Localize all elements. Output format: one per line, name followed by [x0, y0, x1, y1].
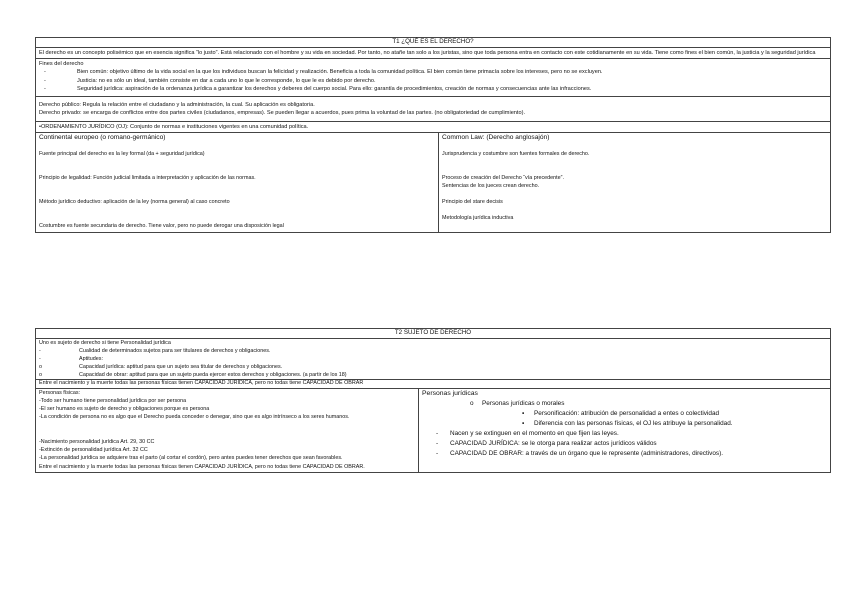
derecho-publico: Derecho público: Regula la relación entre el ciudadano y la administración, la cual. Su aplicación es obligatoria.: [39, 102, 315, 109]
t2-nacimiento-muerte: Entre el nacimiento y la muerte todas las personas físicas tienen CAPACIDAD JURÍDICA, pero no todas tiene CAPACIDAD DE OBRAR: [36, 379, 830, 388]
personas-fisicas-column: [36, 389, 418, 472]
common-law-item-stare-decisis: Principio del stare decisis: [442, 199, 503, 206]
t2-line-capacidad-obrar: o Capacidad de obrar: aptitud para que un sujeto pueda ejercer estos derechos y obligaciones. (a partir de los 18): [39, 372, 347, 378]
t2-intro-block: [36, 338, 830, 379]
t2-line-sujeto: Uno es sujeto de derecho si tiene Personalidad jurídica: [39, 340, 171, 346]
common-law-item-jurisprudencia: Jurisprudencia y costumbre son fuentes formales de derecho.: [442, 150, 590, 157]
pj-capacidad-juridica: - CAPACIDAD JURÍDICA: se le otorga para realizar actos jurídicos válidos: [436, 439, 657, 447]
t1-intro: El derecho es un concepto polisémico que en esencia significa “lo justo”. Está relacionado con el hombre y su vida en sociedad. Por tanto, no atañe tan solo a los juristas, sino que toda persona entra en contacto con este cotidianamente en su vida. Tiene como fines el bien común, la justicia y la seguridad jurídica: [36, 47, 830, 58]
continental-item-deductivo: Método jurídico deductivo: aplicación de la ley (norma general) al caso concreto: [39, 199, 230, 206]
continental-column: [36, 133, 438, 233]
pf-item-sujeto: -El ser humano es sujeto de derecho y obligaciones porque es persona: [39, 406, 210, 413]
fines-item-justicia: - Justicia: no es sólo un ideal, también consiste en dar a cada uno lo que le corresponde, lo que le es debido por derecho.: [42, 77, 827, 85]
fines-title: Fines del derecho: [39, 61, 84, 68]
continental-title: Continental europeo (o romano-germánico): [39, 133, 166, 141]
personas-juridicas-column: [418, 389, 830, 472]
t1-table: [35, 37, 831, 233]
t1-two-columns: [36, 132, 830, 233]
fines-item-bien-comun: - Bien común: objetivo último de la vida social en la que los individuos buscan la felicidad y realización. Beneficia a toda la comunidad política. El bien común tiene primacía sobre los intereses, pero no se excluyen.: [42, 68, 827, 76]
t2-line-aptitudes: - Aptitudes:: [39, 356, 103, 362]
fines-list: [39, 68, 827, 93]
pf-item-nacimiento: -Nacimiento personalidad jurídica Art. 29, 30 CC: [39, 438, 155, 445]
continental-item-costumbre: Costumbre es fuente secundaria de derecho. Tiene valor, pero no puede derogar una disposición legal: [39, 223, 284, 230]
common-law-title: Common Law: (Derecho anglosajón): [442, 133, 550, 141]
pf-item-personalidad: -Todo ser humano tiene personalidad jurídica por ser persona: [39, 397, 187, 404]
pf-item-condicion: -La condición de persona no es algo que el Derecho pueda conceder o denegar, sino que es algo intrínseco a los seres humanos.: [39, 414, 350, 421]
ordenamiento-juridico: •ORDENAMIENTO JURÍDICO (OJ): Conjunto de normas e instituciones vigentes en una comunidad política.: [36, 121, 830, 131]
pf-item-capacidades: Entre el nacimiento y la muerte todas las personas físicas tienen CAPACIDAD JURÍDICA, pero no todas tiene CAPACIDAD DE OBRAR.: [39, 463, 365, 470]
continental-item-legalidad: Principio de legalidad: Función judicial limitada a interpretación y aplicación de las normas.: [39, 174, 256, 181]
personas-fisicas-title: Personas físicas:: [39, 389, 81, 396]
continental-item-ley: Fuente principal del derecho es la ley formal (da + seguridad jurídica): [39, 150, 205, 157]
t2-two-columns: [36, 388, 830, 472]
derecho-privado: Derecho privado: se encarga de conflictos entre dos partes civiles (ciudadanos, empresas). Se pueden llegar a acuerdos, pues prima la voluntad de las partes. (no obligatoriedad de cumplimiento).: [39, 110, 525, 117]
common-law-column: [438, 133, 830, 233]
pj-capacidad-obrar: - CAPACIDAD DE OBRAR: a través de un órgano que le represente (administradores, directivos).: [436, 449, 724, 457]
fines-item-seguridad: - Seguridad jurídica: aspiración de la ordenanza jurídica a garantizar los derechos y deberes del cuerpo social. Para ello: garantía de procedimientos, creación de normas y consecuencias ante las infracciones.: [42, 85, 827, 93]
pj-diferencia: ▪ Diferencia con las personas físicas, el OJ les atribuye la personalidad.: [522, 419, 733, 427]
personas-juridicas-title: Personas jurídicas: [422, 389, 478, 397]
t1-title: T1 ¿QUÉ ES EL DERECHO?: [392, 38, 474, 45]
common-law-item-inductiva: Metodología jurídica inductiva: [442, 215, 514, 222]
t1-publico-privado: [36, 96, 830, 121]
common-law-item-precedente: Proceso de creación del Derecho “vía precedente”.: [442, 174, 564, 181]
t2-line-cualidad: - Cualidad de determinados sujetos para ser titulares de derechos y obligaciones.: [39, 348, 271, 354]
t2-table: [35, 328, 831, 473]
t2-title: T2 SUJETO DE DERECHO: [394, 329, 472, 336]
pj-nacen-extinguen: - Nacen y se extinguen en el momento en que fijen las leyes.: [436, 429, 619, 437]
t1-fines-block: [36, 58, 830, 96]
common-law-item-sentencias: Sentencias de los jueces crean derecho.: [442, 183, 540, 190]
pf-item-extincion: -Extinción de personalidad jurídica Art. 32 CC: [39, 446, 148, 453]
pj-personificacion: ▪ Personificación: atribución de personalidad a entes o colectividad: [522, 409, 720, 417]
t2-line-capacidad-juridica: o Capacidad jurídica: aptitud para que un sujeto sea titular de derechos y obligaciones.: [39, 364, 283, 370]
pj-sub-morales: o Personas jurídicas o morales: [470, 399, 565, 407]
pf-item-parto: -La personalidad jurídica se adquiere tras el parto (al cortar el cordón), pero antes puedes tener derechos que sean favorables.: [39, 455, 343, 462]
